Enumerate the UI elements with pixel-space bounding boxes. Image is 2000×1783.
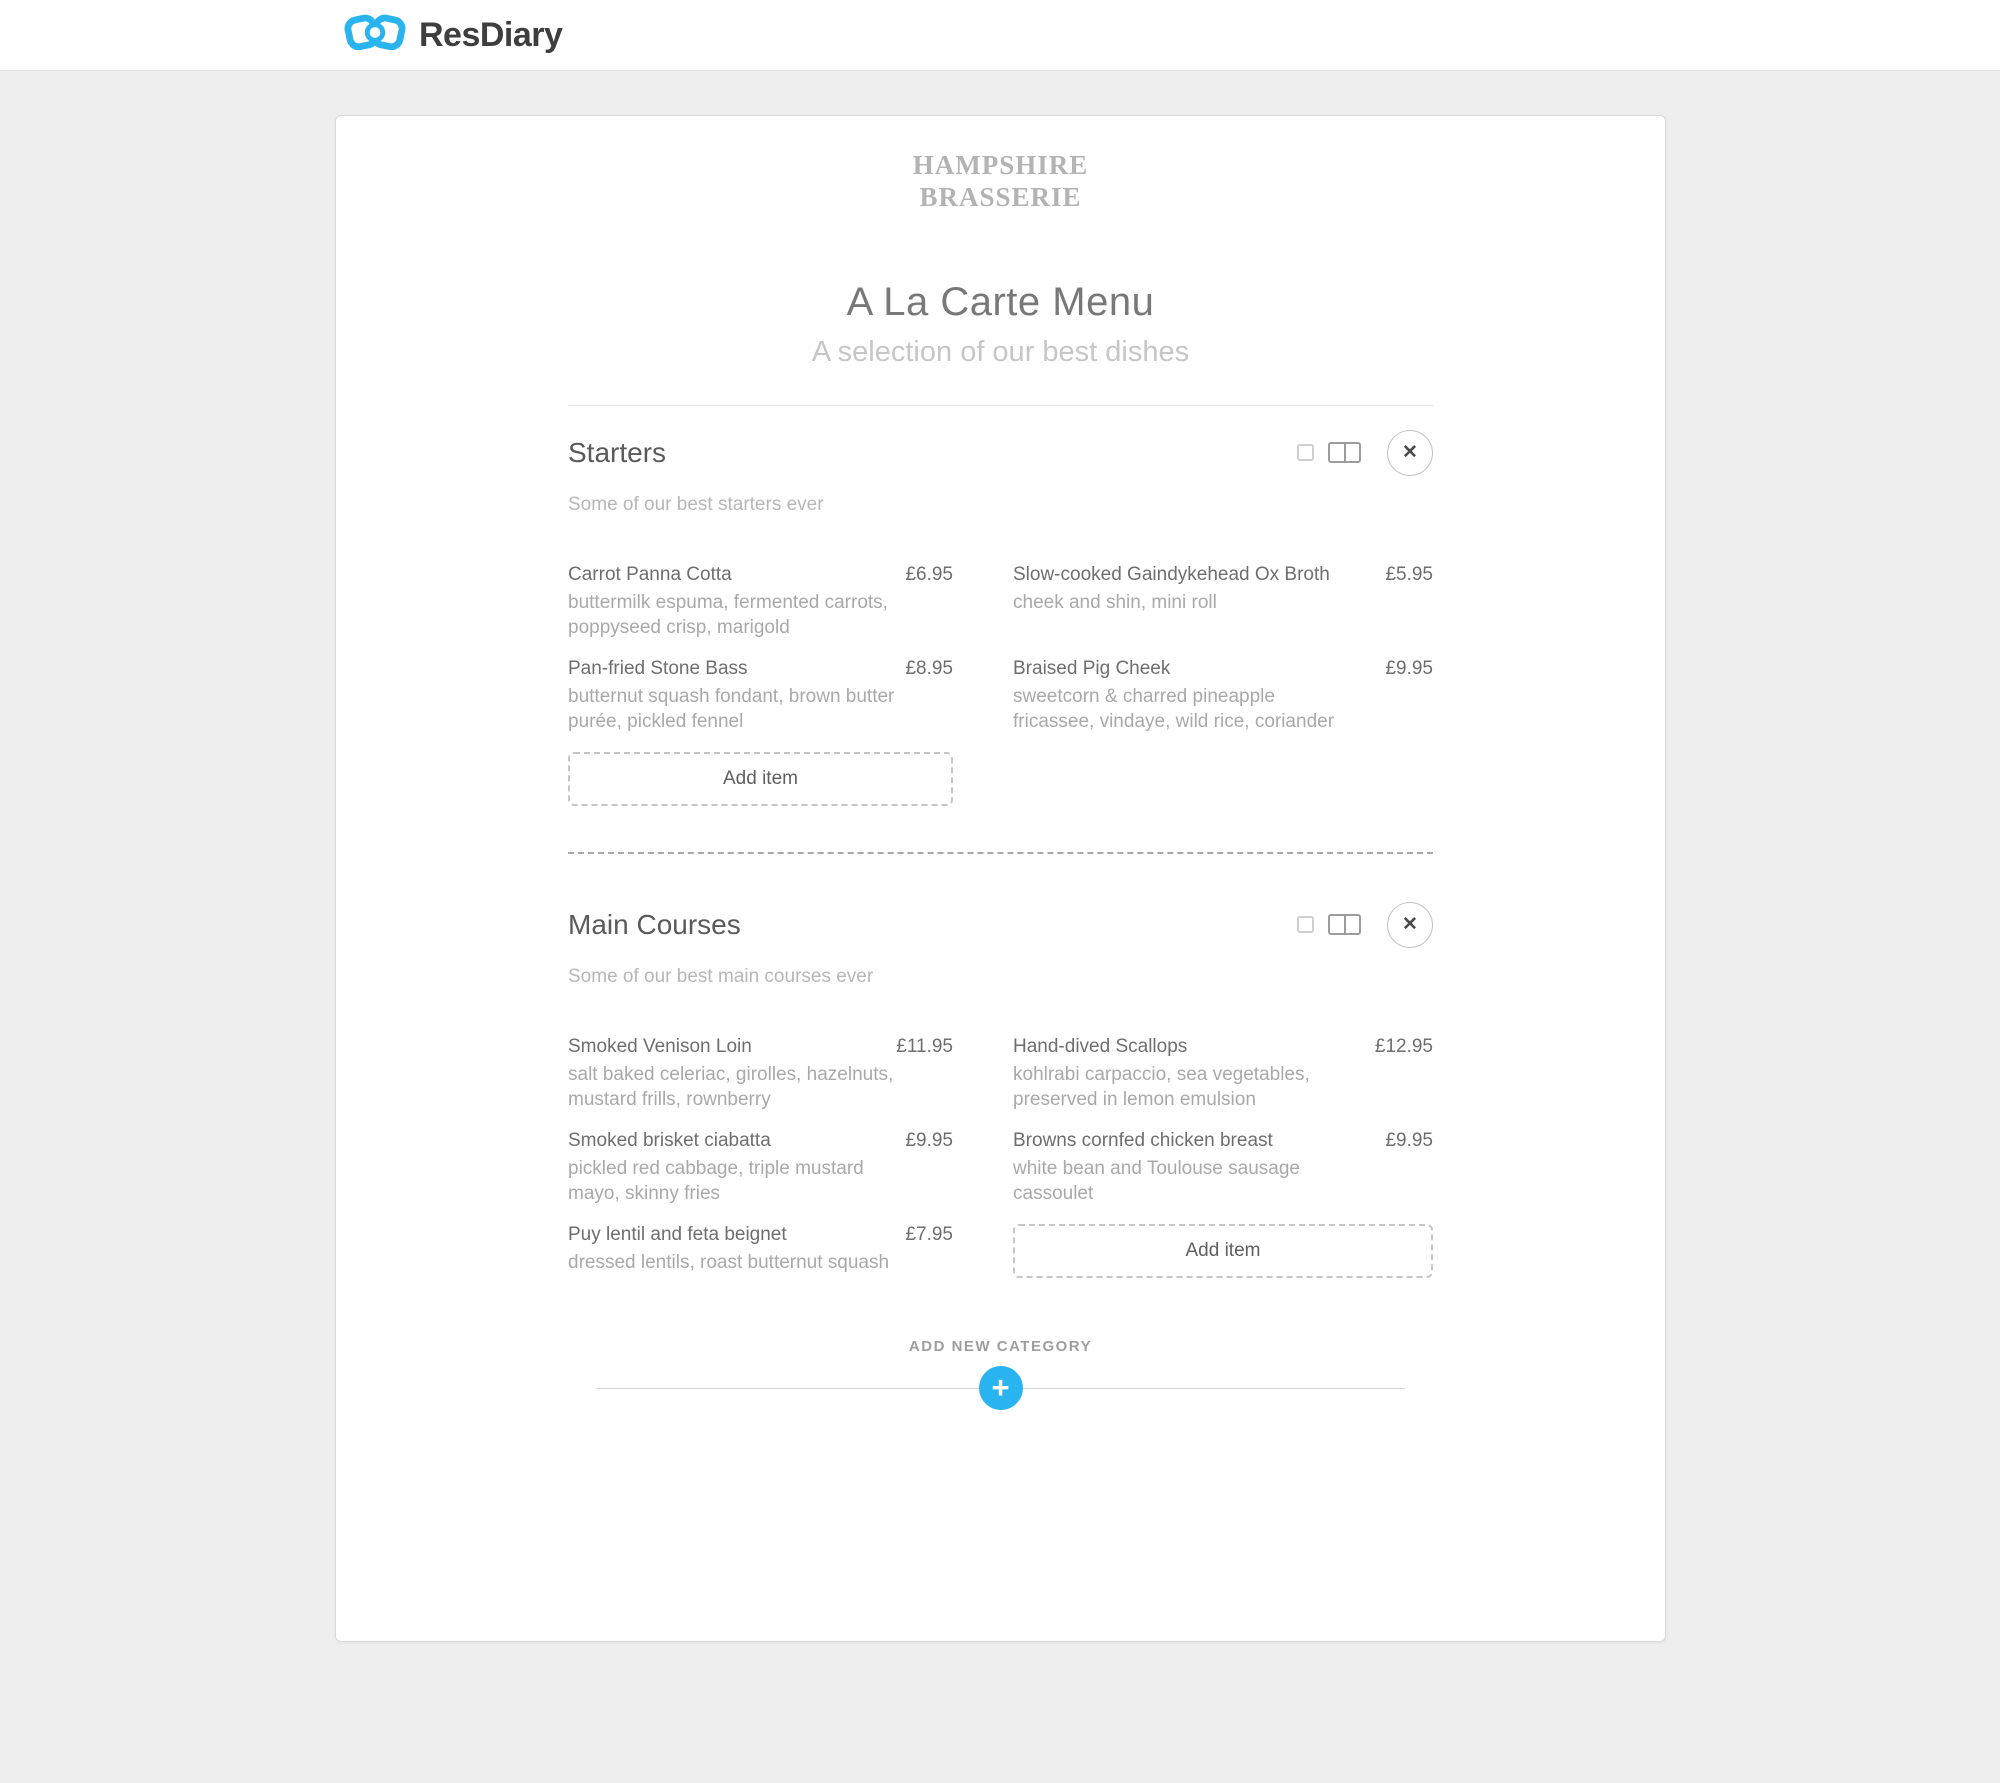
add-item-button[interactable]: Add item xyxy=(1013,1224,1433,1278)
section-title[interactable]: Main Courses xyxy=(568,908,741,940)
item-name: Smoked brisket ciabatta xyxy=(568,1129,771,1151)
brand-name: ResDiary xyxy=(419,15,563,54)
item-name: Braised Pig Cheek xyxy=(1013,657,1171,679)
single-column-layout-icon[interactable] xyxy=(1297,916,1314,933)
menu-item[interactable] xyxy=(568,658,953,734)
top-nav xyxy=(0,0,2000,71)
item-price: £9.95 xyxy=(1385,1129,1433,1151)
item-description: pickled red cabbage, triple mustard mayo, skinny fries xyxy=(568,1157,864,1204)
section-controls xyxy=(1297,902,1433,948)
section-description[interactable]: Some of our best main courses ever xyxy=(568,965,874,987)
item-price: £12.95 xyxy=(1374,1035,1433,1057)
single-column-layout-icon[interactable] xyxy=(1297,444,1314,461)
section-controls xyxy=(1297,430,1433,476)
item-price: £11.95 xyxy=(896,1035,953,1057)
menu-item[interactable] xyxy=(568,1036,953,1112)
item-description: cheek and shin, mini roll xyxy=(1013,591,1217,613)
item-name: Carrot Panna Cotta xyxy=(568,563,732,585)
item-description: white bean and Toulouse sausage cassoulet xyxy=(1013,1157,1300,1204)
close-icon: ✕ xyxy=(1402,441,1418,463)
item-description: sweetcorn & charred pineapple fricassee, vindaye, wild rice, coriander xyxy=(1013,685,1335,732)
item-description: butternut squash fondant, brown butter purée, pickled fennel xyxy=(568,685,895,732)
item-name: Hand-dived Scallops xyxy=(1013,1035,1188,1057)
resdiary-logo[interactable] xyxy=(344,9,562,61)
menu-subtitle[interactable]: A selection of our best dishes xyxy=(811,335,1190,368)
menu-item[interactable] xyxy=(1013,1130,1433,1206)
restaurant-name-line1: HAMPSHIRE xyxy=(912,150,1089,180)
menu-item[interactable] xyxy=(1013,658,1433,734)
add-item-button[interactable]: Add item xyxy=(568,752,953,806)
close-icon: ✕ xyxy=(1402,913,1418,935)
menu-item[interactable] xyxy=(568,1130,953,1206)
two-column-layout-icon[interactable] xyxy=(1328,914,1361,935)
items-grid xyxy=(568,564,1433,806)
menu-item[interactable] xyxy=(568,564,953,640)
item-name: Smoked Venison Loin xyxy=(568,1035,752,1057)
menu-item[interactable] xyxy=(568,1224,953,1278)
add-category-label: ADD NEW CATEGORY xyxy=(908,1337,1093,1355)
item-price: £8.95 xyxy=(905,657,953,679)
section-description[interactable]: Some of our best starters ever xyxy=(568,493,824,515)
restaurant-logo xyxy=(568,150,1433,214)
item-name: Puy lentil and feta beignet xyxy=(568,1223,787,1245)
item-description: kohlrabi carpaccio, sea vegetables, preserved in lemon emulsion xyxy=(1013,1063,1310,1110)
menu-title[interactable]: A La Carte Menu xyxy=(846,279,1155,324)
item-price: £9.95 xyxy=(1385,657,1433,679)
item-price: £5.95 xyxy=(1385,563,1433,585)
add-category-button[interactable] xyxy=(979,1366,1023,1410)
delete-section-button[interactable] xyxy=(1387,430,1433,476)
item-description: buttermilk espuma, fermented carrots, poppyseed crisp, marigold xyxy=(568,591,888,638)
item-description: dressed lentils, roast butternut squash xyxy=(568,1251,890,1273)
menu-header-divider xyxy=(568,405,1433,406)
menu-item[interactable] xyxy=(1013,564,1433,640)
item-name: Slow-cooked Gaindykehead Ox Broth xyxy=(1013,563,1330,585)
delete-section-button[interactable] xyxy=(1387,902,1433,948)
section-title[interactable]: Starters xyxy=(568,436,667,468)
section-starters xyxy=(568,430,1433,806)
item-name: Browns cornfed chicken breast xyxy=(1013,1129,1273,1151)
resdiary-bow-icon xyxy=(344,9,406,61)
section-main-courses xyxy=(568,902,1433,1278)
items-grid xyxy=(568,1036,1433,1278)
item-price: £9.95 xyxy=(905,1129,953,1151)
plus-icon: + xyxy=(991,1369,1010,1405)
item-name: Pan-fried Stone Bass xyxy=(568,657,748,679)
add-category xyxy=(568,1338,1433,1411)
menu-editor-card xyxy=(335,115,1666,1642)
section-divider xyxy=(568,852,1433,854)
menu-item[interactable] xyxy=(1013,1036,1433,1112)
item-price: £6.95 xyxy=(905,563,953,585)
restaurant-name-line2: BRASSERIE xyxy=(919,181,1082,212)
two-column-layout-icon[interactable] xyxy=(1328,442,1361,463)
item-price: £7.95 xyxy=(905,1223,953,1245)
item-description: salt baked celeriac, girolles, hazelnuts, mustard frills, rownberry xyxy=(568,1063,894,1110)
